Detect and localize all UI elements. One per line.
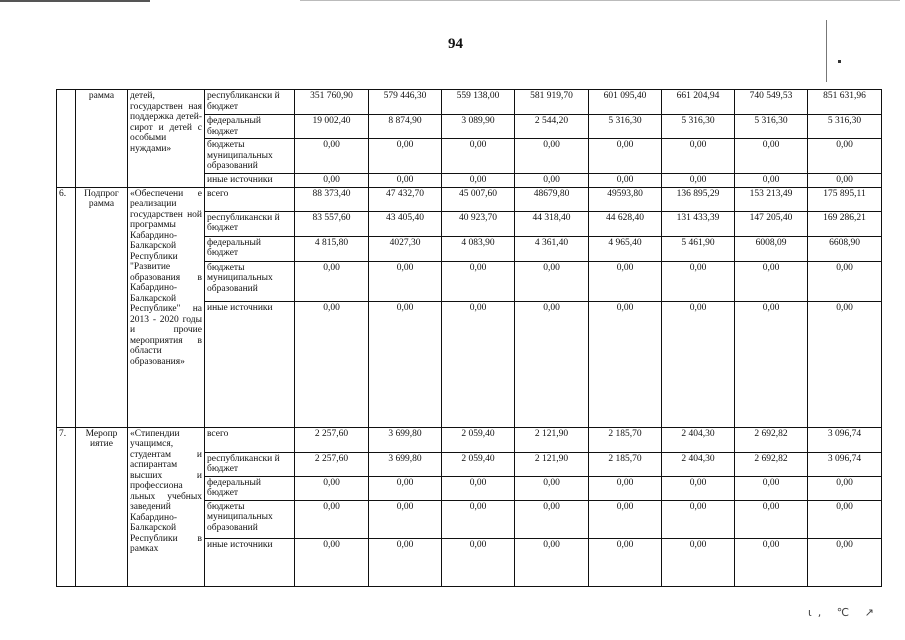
funding-source: республикански й бюджет <box>205 211 295 236</box>
amount-cell: 4 965,40 <box>589 236 662 261</box>
amount-cell: 6008,09 <box>735 236 808 261</box>
amount-cell: 6608,90 <box>808 236 882 261</box>
funding-source: бюджеты муниципальных образований <box>205 261 295 301</box>
amount-cell: 0,00 <box>735 476 808 500</box>
funding-source: иные источники <box>205 538 295 586</box>
funding-source: бюджеты муниципальных образований <box>205 500 295 538</box>
amount-cell: 5 316,30 <box>662 115 735 139</box>
amount-cell: 88 373,40 <box>295 187 369 211</box>
funding-source: республикански й бюджет <box>205 452 295 476</box>
amount-cell: 0,00 <box>589 139 662 174</box>
amount-cell: 581 919,70 <box>515 90 589 115</box>
amount-cell: 601 095,40 <box>589 90 662 115</box>
amount-cell: 0,00 <box>369 301 442 427</box>
funding-source: бюджеты муниципальных образований <box>205 139 295 174</box>
amount-cell: 2 059,40 <box>442 427 515 452</box>
amount-cell: 131 433,39 <box>662 211 735 236</box>
row-type: Меропр иятие <box>76 427 128 586</box>
amount-cell: 851 631,96 <box>808 90 882 115</box>
amount-cell: 0,00 <box>515 500 589 538</box>
row-type: рамма <box>76 90 128 188</box>
amount-cell: 48679,80 <box>515 187 589 211</box>
row-number: 6. <box>57 187 76 427</box>
amount-cell: 0,00 <box>515 261 589 301</box>
table-row <box>57 427 882 452</box>
amount-cell: 2 692,82 <box>735 427 808 452</box>
amount-cell: 0,00 <box>808 139 882 174</box>
amount-cell: 0,00 <box>295 476 369 500</box>
amount-cell: 0,00 <box>515 538 589 586</box>
amount-cell: 0,00 <box>808 500 882 538</box>
amount-cell: 49593,80 <box>589 187 662 211</box>
amount-cell: 0,00 <box>589 301 662 427</box>
amount-cell: 579 446,30 <box>369 90 442 115</box>
amount-cell: 0,00 <box>295 261 369 301</box>
amount-cell: 0,00 <box>589 538 662 586</box>
amount-cell: 0,00 <box>369 476 442 500</box>
amount-cell: 4 815,80 <box>295 236 369 261</box>
amount-cell: 175 895,11 <box>808 187 882 211</box>
amount-cell: 0,00 <box>662 476 735 500</box>
amount-cell: 2 121,90 <box>515 427 589 452</box>
amount-cell: 0,00 <box>442 139 515 174</box>
amount-cell: 0,00 <box>735 301 808 427</box>
amount-cell: 5 316,30 <box>808 115 882 139</box>
amount-cell: 0,00 <box>442 261 515 301</box>
amount-cell: 0,00 <box>515 301 589 427</box>
amount-cell: 3 699,80 <box>369 452 442 476</box>
amount-cell: 2 185,70 <box>589 427 662 452</box>
amount-cell: 0,00 <box>662 173 735 187</box>
amount-cell: 83 557,60 <box>295 211 369 236</box>
amount-cell: 0,00 <box>295 139 369 174</box>
amount-cell: 2 257,60 <box>295 427 369 452</box>
amount-cell: 0,00 <box>662 538 735 586</box>
funding-source: республикански й бюджет <box>205 90 295 115</box>
funding-source: всего <box>205 427 295 452</box>
amount-cell: 0,00 <box>442 173 515 187</box>
page-number: 94 <box>448 36 463 52</box>
amount-cell: 44 318,40 <box>515 211 589 236</box>
amount-cell: 661 204,94 <box>662 90 735 115</box>
handwritten-marks: ι, ℃ ↗ <box>808 606 880 619</box>
amount-cell: 3 096,74 <box>808 427 882 452</box>
funding-source: иные источники <box>205 301 295 427</box>
amount-cell: 0,00 <box>369 538 442 586</box>
amount-cell: 3 096,74 <box>808 452 882 476</box>
amount-cell: 351 760,90 <box>295 90 369 115</box>
amount-cell: 43 405,40 <box>369 211 442 236</box>
amount-cell: 45 007,60 <box>442 187 515 211</box>
budget-table-body <box>57 90 882 587</box>
amount-cell: 0,00 <box>515 139 589 174</box>
row-type: Подпрог рамма <box>76 187 128 427</box>
amount-cell: 0,00 <box>662 139 735 174</box>
amount-cell: 147 205,40 <box>735 211 808 236</box>
table-row <box>57 90 882 115</box>
amount-cell: 0,00 <box>295 538 369 586</box>
amount-cell: 0,00 <box>662 301 735 427</box>
amount-cell: 169 286,21 <box>808 211 882 236</box>
amount-cell: 740 549,53 <box>735 90 808 115</box>
amount-cell: 0,00 <box>808 173 882 187</box>
amount-cell: 2 257,60 <box>295 452 369 476</box>
amount-cell: 136 895,29 <box>662 187 735 211</box>
funding-source: иные источники <box>205 173 295 187</box>
amount-cell: 2 185,70 <box>589 452 662 476</box>
amount-cell: 0,00 <box>735 139 808 174</box>
amount-cell: 0,00 <box>369 139 442 174</box>
amount-cell: 0,00 <box>369 173 442 187</box>
amount-cell: 4027,30 <box>369 236 442 261</box>
amount-cell: 0,00 <box>589 261 662 301</box>
funding-source: всего <box>205 187 295 211</box>
amount-cell: 0,00 <box>662 500 735 538</box>
amount-cell: 559 138,00 <box>442 90 515 115</box>
amount-cell: 0,00 <box>808 301 882 427</box>
amount-cell: 0,00 <box>369 500 442 538</box>
row-name: детей, государствен ная поддержка детей-сирот и детей с особыми нуждами» <box>128 90 205 188</box>
amount-cell: 44 628,40 <box>589 211 662 236</box>
amount-cell: 0,00 <box>808 261 882 301</box>
amount-cell: 2 544,20 <box>515 115 589 139</box>
amount-cell: 2 059,40 <box>442 452 515 476</box>
amount-cell: 0,00 <box>442 538 515 586</box>
amount-cell: 2 404,30 <box>662 427 735 452</box>
budget-table <box>56 89 882 587</box>
row-name: «Стипендии учащимся, студентам и аспирантам высших и профессиона льных учебных заведений Кабардино-Балкарской Республики в рамках <box>128 427 205 586</box>
amount-cell: 0,00 <box>295 173 369 187</box>
amount-cell: 0,00 <box>735 500 808 538</box>
amount-cell: 4 361,40 <box>515 236 589 261</box>
funding-source: федеральный бюджет <box>205 476 295 500</box>
amount-cell: 0,00 <box>295 301 369 427</box>
margin-mark <box>826 20 827 82</box>
amount-cell: 3 699,80 <box>369 427 442 452</box>
amount-cell: 0,00 <box>662 261 735 301</box>
amount-cell: 0,00 <box>442 500 515 538</box>
amount-cell: 0,00 <box>589 476 662 500</box>
amount-cell: 0,00 <box>735 173 808 187</box>
amount-cell: 0,00 <box>808 476 882 500</box>
row-name: «Обеспечени е реализации государствен ной программы Кабардино-Балкарской Республики "Развитие образования в Кабардино-Балкарской Республике" на 2013 - 2020 годы и прочие мероприятия в области образования» <box>128 187 205 427</box>
amount-cell: 2 692,82 <box>735 452 808 476</box>
amount-cell: 47 432,70 <box>369 187 442 211</box>
amount-cell: 5 316,30 <box>589 115 662 139</box>
amount-cell: 4 083,90 <box>442 236 515 261</box>
amount-cell: 153 213,49 <box>735 187 808 211</box>
amount-cell: 8 874,90 <box>369 115 442 139</box>
amount-cell: 0,00 <box>589 173 662 187</box>
amount-cell: 5 461,90 <box>662 236 735 261</box>
amount-cell: 0,00 <box>589 500 662 538</box>
table-row <box>57 187 882 211</box>
row-number: 7. <box>57 427 76 586</box>
funding-source: федеральный бюджет <box>205 115 295 139</box>
amount-cell: 0,00 <box>735 538 808 586</box>
amount-cell: 0,00 <box>515 476 589 500</box>
amount-cell: 0,00 <box>735 261 808 301</box>
amount-cell: 0,00 <box>295 500 369 538</box>
row-number <box>57 90 76 188</box>
amount-cell: 2 404,30 <box>662 452 735 476</box>
amount-cell: 0,00 <box>515 173 589 187</box>
amount-cell: 2 121,90 <box>515 452 589 476</box>
scan-edge-line <box>0 0 150 2</box>
amount-cell: 3 089,90 <box>442 115 515 139</box>
margin-dot <box>838 60 841 63</box>
amount-cell: 0,00 <box>808 538 882 586</box>
scan-edge-line <box>300 0 900 1</box>
amount-cell: 40 923,70 <box>442 211 515 236</box>
amount-cell: 19 002,40 <box>295 115 369 139</box>
amount-cell: 0,00 <box>442 301 515 427</box>
funding-source: федеральный бюджет <box>205 236 295 261</box>
amount-cell: 5 316,30 <box>735 115 808 139</box>
amount-cell: 0,00 <box>442 476 515 500</box>
amount-cell: 0,00 <box>369 261 442 301</box>
